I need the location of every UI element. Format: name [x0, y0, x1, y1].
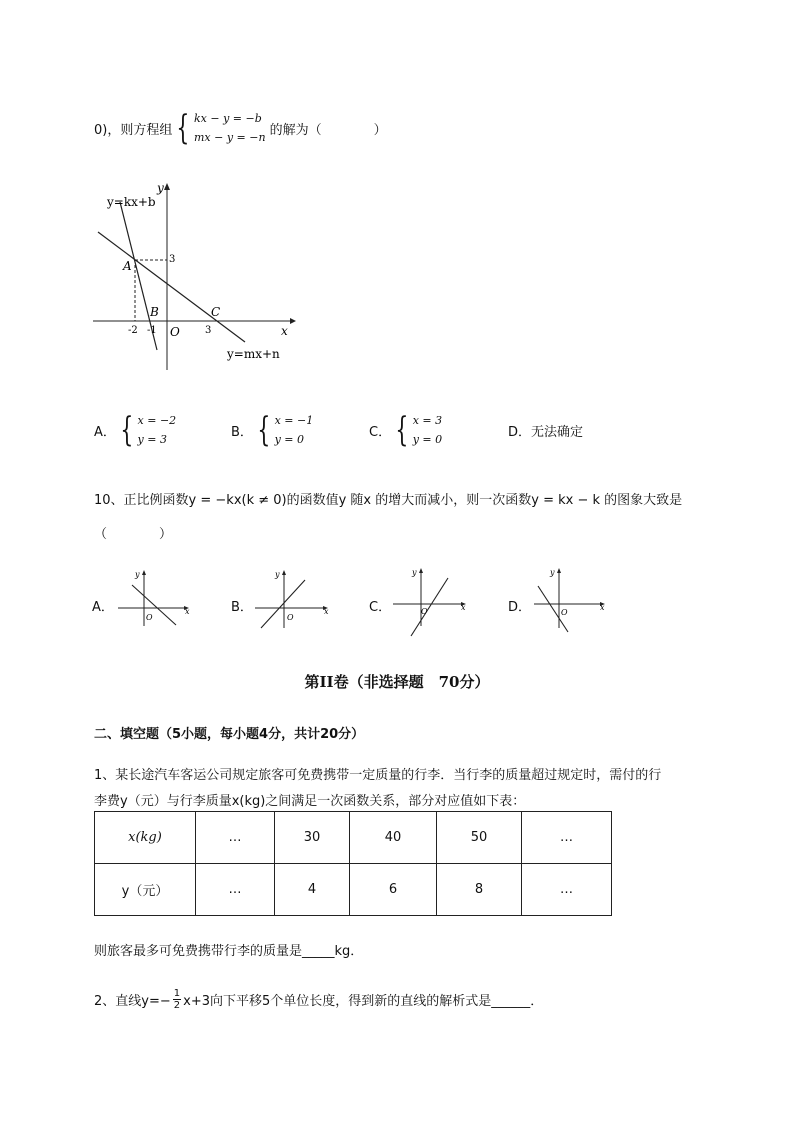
table-cell: …	[196, 864, 275, 916]
option-b-brace: {	[257, 410, 271, 450]
q10-graph-c	[391, 566, 471, 638]
table-cell: …	[196, 812, 275, 864]
fill2-prefix: 2、直线y=−	[94, 993, 171, 1009]
line1-label: y=kx+b	[107, 195, 156, 209]
svg-text:y: y	[275, 570, 280, 579]
q9-graph	[90, 180, 300, 375]
equation-system	[194, 109, 266, 147]
q10-stem: 10、正比例函数y = −kx(k ≠ 0)的函数值y 随x 的增大而减小，则一次函数y = kx − k 的图象大致是	[94, 493, 683, 508]
option-b-system	[275, 411, 314, 449]
option-d-text: 无法确定	[531, 425, 584, 440]
option-c-eq1: x = 3	[412, 414, 443, 427]
q10-option-b-label: B．	[231, 600, 253, 615]
values-table	[94, 811, 612, 916]
svg-text:x: x	[600, 603, 605, 612]
table-cell: 30	[275, 812, 350, 864]
svg-text:x: x	[185, 607, 190, 616]
q9-stem	[94, 108, 387, 148]
option-a-system	[138, 411, 177, 449]
section-title: 第II卷（非选择题 70分）	[304, 673, 490, 691]
tick-x-neg1: -1	[147, 325, 157, 336]
q10-paren: （ ）	[94, 527, 173, 542]
x-axis-label: x	[281, 324, 288, 338]
svg-text:x: x	[461, 603, 466, 612]
table-cell: 4	[275, 864, 350, 916]
point-b-label: B	[150, 305, 159, 319]
point-a-label: A	[123, 259, 132, 273]
point-c-label: C	[211, 305, 221, 319]
table-cell: y（元）	[95, 864, 196, 916]
svg-text:O: O	[287, 613, 294, 622]
svg-text:O: O	[421, 607, 428, 616]
q10-option-a-label: A．	[92, 600, 114, 615]
svg-text:O: O	[561, 608, 568, 617]
q9-option-d[interactable]	[508, 421, 583, 440]
option-b-label: B．	[231, 424, 253, 440]
table-row	[95, 812, 612, 864]
fill-in-heading: 二、填空题（5小题，每小题4分，共计20分）	[94, 727, 365, 742]
table-cell: 8	[437, 864, 522, 916]
q9-option-b[interactable]	[231, 410, 313, 450]
option-b-eq2: y = 0	[274, 433, 304, 446]
option-a-brace: {	[120, 410, 134, 450]
q9-option-a[interactable]	[94, 410, 176, 450]
fraction-denominator: 2	[173, 999, 181, 1011]
option-c-eq2: y = 0	[412, 433, 443, 446]
tick-y-3: 3	[169, 254, 176, 265]
tick-x-neg2: -2	[128, 325, 138, 336]
option-a-label: A．	[94, 424, 116, 440]
system-brace: {	[176, 108, 190, 148]
line2-label: y=mx+n	[227, 347, 280, 361]
q10-option-d-label: D．	[508, 600, 532, 615]
svg-text:y: y	[550, 568, 555, 577]
fill2-line	[94, 984, 543, 1014]
q10-graph-a	[114, 568, 194, 628]
origin-label: O	[170, 325, 180, 339]
q10-option-c-label: C．	[369, 600, 392, 615]
equation-1: kx − y = −b	[193, 112, 262, 125]
x-axis-arrow	[290, 318, 296, 324]
q9-stem-prefix: 0)，则方程组	[94, 122, 173, 138]
fill1-line2: 李费y（元）与行李质量x(kg)之间满足一次函数关系，部分对应值如下表：	[94, 794, 526, 809]
option-c-system	[413, 411, 442, 449]
q10-graph-d	[530, 566, 610, 636]
y-axis-label: y	[157, 181, 164, 195]
option-c-label: C．	[369, 424, 392, 440]
tick-x-3: 3	[205, 325, 212, 336]
option-c-brace: {	[395, 410, 409, 450]
table-cell: …	[522, 812, 612, 864]
table-row	[95, 864, 612, 916]
fraction-numerator: 1	[173, 987, 181, 999]
q10-graph-b	[253, 568, 333, 630]
option-a-eq1: x = −2	[137, 414, 177, 427]
option-b-eq1: x = −1	[274, 414, 314, 427]
table-cell: …	[522, 864, 612, 916]
y-axis-arrow	[164, 183, 170, 190]
svg-text:y: y	[135, 570, 140, 579]
table-cell: 50	[437, 812, 522, 864]
svg-text:y: y	[412, 568, 417, 577]
svg-text:x: x	[324, 607, 329, 616]
svg-text:O: O	[146, 613, 153, 622]
fill1-answer: 则旅客最多可免费携带行李的质量是_____kg．	[94, 944, 364, 959]
option-d-label: D．	[508, 425, 532, 440]
fill1-line1: 1、某长途汽车客运公司规定旅客可免费携带一定质量的行李．当行李的质量超过规定时，需付的行	[94, 768, 662, 783]
table-cell: 40	[350, 812, 437, 864]
equation-2: mx − y = −n	[193, 131, 266, 144]
table-cell: 6	[350, 864, 437, 916]
table-cell: x(kg)	[95, 812, 196, 864]
fill2-suffix: x+3向下平移5个单位长度，得到新的直线的解析式是______．	[183, 993, 544, 1009]
q9-option-c[interactable]	[369, 410, 442, 450]
fraction	[173, 988, 181, 1011]
q9-stem-suffix: 的解为（ ）	[269, 122, 387, 138]
option-a-eq2: y = 3	[137, 433, 167, 446]
